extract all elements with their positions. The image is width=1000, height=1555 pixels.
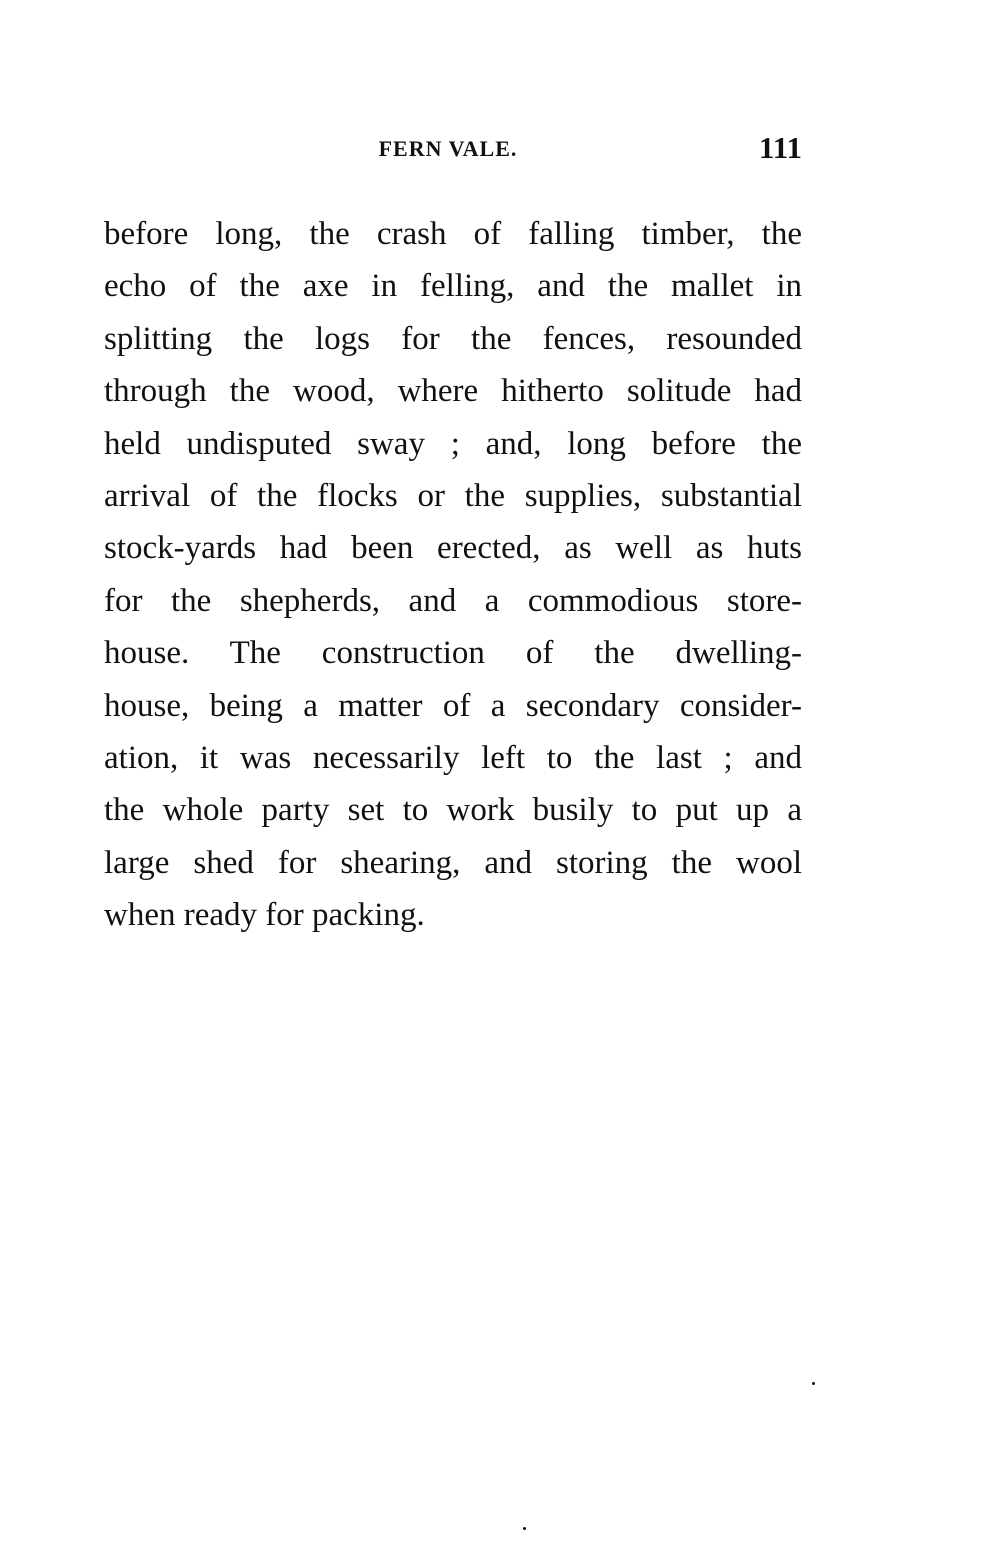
text-line: large shed for shearing, and storing the wool	[104, 844, 802, 881]
text-line: the whole party set to work busily to put up a	[104, 792, 802, 829]
text-line: ation, it was necessarily left to the last ; and	[104, 739, 802, 776]
text-line: through the wood, where hitherto solitude had	[104, 373, 802, 410]
page-number: 111	[758, 130, 802, 165]
text-line: for the shepherds, and a commodious store-	[104, 582, 802, 619]
text-line: house, being a matter of a secondary consider-	[104, 687, 802, 724]
text-line: before long, the crash of falling timber, the	[104, 216, 802, 252]
running-header	[104, 130, 802, 170]
text-line: held undisputed sway ; and, long before the	[104, 425, 802, 462]
ink-speck	[812, 1382, 815, 1385]
text-line: house. The construction of the dwelling-	[104, 635, 802, 672]
body-text	[104, 208, 802, 941]
text-line: splitting the logs for the fences, resounded	[104, 320, 802, 357]
running-title: FERN VALE.	[378, 136, 518, 161]
text-line: echo of the axe in felling, and the mallet in	[104, 268, 802, 305]
text-line: arrival of the flocks or the supplies, substantial	[104, 477, 802, 514]
ink-speck	[523, 1527, 526, 1530]
text-line: when ready for packing.	[104, 897, 425, 934]
text-line: stock-yards had been erected, as well as huts	[104, 530, 802, 567]
